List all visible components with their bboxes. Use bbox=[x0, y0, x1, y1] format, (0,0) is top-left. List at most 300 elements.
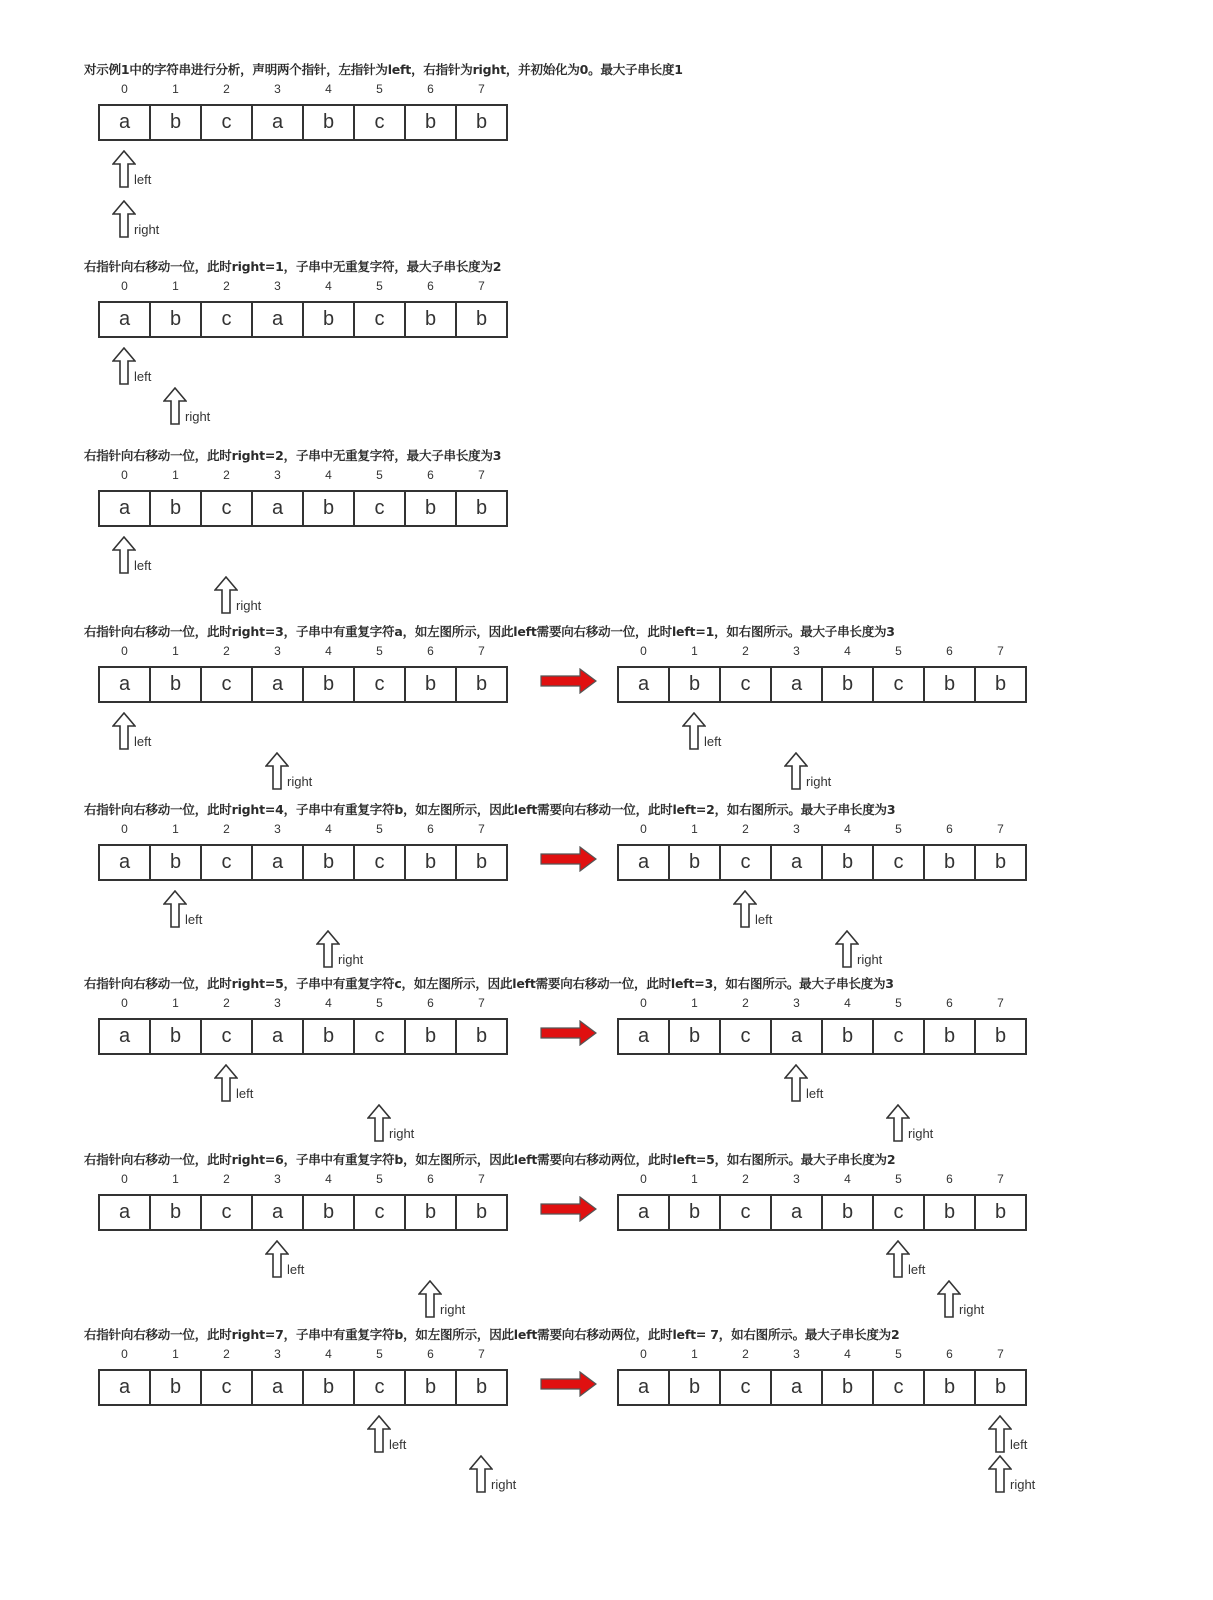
before-index-label: 7 bbox=[478, 1172, 485, 1186]
up-arrow-icon bbox=[682, 712, 706, 750]
array-cell: a bbox=[98, 666, 151, 703]
array-cell: b bbox=[668, 1018, 721, 1055]
before-index-label: 5 bbox=[376, 644, 383, 658]
left-pointer-label: left bbox=[134, 172, 152, 187]
after-index-label: 6 bbox=[946, 1172, 953, 1186]
array-cell: b bbox=[923, 1018, 976, 1055]
after-index-label: 1 bbox=[691, 822, 698, 836]
after-index-label: 1 bbox=[691, 996, 698, 1010]
array-cell: b bbox=[302, 844, 355, 881]
before-index-label: 2 bbox=[223, 644, 230, 658]
after-index-label: 5 bbox=[895, 822, 902, 836]
array-cell: c bbox=[353, 490, 406, 527]
right-pointer-label: right bbox=[389, 1126, 415, 1141]
after-index-label: 5 bbox=[895, 996, 902, 1010]
array-cell: b bbox=[455, 1369, 508, 1406]
array-cell: a bbox=[98, 104, 151, 141]
array-cell: c bbox=[353, 301, 406, 338]
array-cell: c bbox=[719, 1018, 772, 1055]
before-index-label: 6 bbox=[427, 279, 434, 293]
before-index-label: 6 bbox=[427, 1172, 434, 1186]
array-cell: a bbox=[617, 1369, 670, 1406]
array-cell: c bbox=[719, 1369, 772, 1406]
array-cell: a bbox=[251, 490, 304, 527]
step-6 bbox=[0, 974, 1213, 1150]
before-index-label: 2 bbox=[223, 82, 230, 96]
after-index-label: 0 bbox=[640, 1172, 647, 1186]
array-cell: a bbox=[251, 301, 304, 338]
before-index-label: 3 bbox=[274, 644, 281, 658]
before-index-label: 7 bbox=[478, 1347, 485, 1361]
before-index-label: 0 bbox=[121, 1347, 128, 1361]
before-index-label: 0 bbox=[121, 82, 128, 96]
after-index-label: 2 bbox=[742, 644, 749, 658]
array-cell: b bbox=[455, 301, 508, 338]
array-cell: b bbox=[821, 1018, 874, 1055]
after-index-label: 2 bbox=[742, 1172, 749, 1186]
array-cell: c bbox=[872, 844, 925, 881]
before-index-label: 2 bbox=[223, 996, 230, 1010]
before-left-pointer bbox=[112, 712, 172, 752]
before-index-label: 6 bbox=[427, 822, 434, 836]
step-5 bbox=[0, 800, 1213, 974]
before-left-pointer bbox=[112, 347, 172, 387]
left-pointer-label: left bbox=[704, 734, 722, 749]
after-right-pointer bbox=[937, 1280, 997, 1320]
array-cell: b bbox=[974, 1018, 1027, 1055]
array-cell: b bbox=[302, 666, 355, 703]
after-index-label: 4 bbox=[844, 996, 851, 1010]
step-caption: 右指针向右移动一位，此时right=4，子串中有重复字符b，如左图所示，因此left需要向右移动一位，此时left=2，如右图所示。最大子串长度为3 bbox=[84, 802, 896, 817]
step-4 bbox=[0, 622, 1213, 800]
array-cell: a bbox=[770, 1194, 823, 1231]
before-index-label: 1 bbox=[172, 1172, 179, 1186]
array-cell: a bbox=[98, 1369, 151, 1406]
array-cell: b bbox=[302, 1369, 355, 1406]
left-pointer-label: left bbox=[185, 912, 203, 927]
before-index-label: 4 bbox=[325, 279, 332, 293]
after-right-pointer bbox=[886, 1104, 946, 1144]
before-index-label: 5 bbox=[376, 82, 383, 96]
array-cell: c bbox=[200, 301, 253, 338]
array-cell: c bbox=[200, 104, 253, 141]
after-index-label: 5 bbox=[895, 1347, 902, 1361]
before-right-pointer bbox=[112, 200, 172, 240]
after-index-label: 6 bbox=[946, 822, 953, 836]
after-index-label: 3 bbox=[793, 996, 800, 1010]
array-cell: a bbox=[770, 844, 823, 881]
right-pointer-label: right bbox=[491, 1477, 517, 1492]
array-cell: b bbox=[974, 844, 1027, 881]
before-index-label: 2 bbox=[223, 822, 230, 836]
left-pointer-label: left bbox=[1010, 1437, 1028, 1452]
up-arrow-icon bbox=[367, 1415, 391, 1453]
after-index-label: 6 bbox=[946, 996, 953, 1010]
after-index-label: 0 bbox=[640, 822, 647, 836]
before-right-pointer bbox=[214, 576, 274, 616]
step-caption: 右指针向右移动一位，此时right=6，子串中有重复字符b，如左图所示，因此left需要向右移动两位，此时left=5，如右图所示。最大子串长度为2 bbox=[84, 1152, 896, 1167]
array-cell: b bbox=[821, 666, 874, 703]
after-index-label: 1 bbox=[691, 1172, 698, 1186]
after-right-pointer bbox=[835, 930, 895, 970]
before-index-label: 2 bbox=[223, 468, 230, 482]
before-index-label: 5 bbox=[376, 279, 383, 293]
before-index-label: 3 bbox=[274, 468, 281, 482]
step-caption: 右指针向右移动一位，此时right=3，子串中有重复字符a，如左图所示，因此left需要向右移动一位，此时left=1，如右图所示。最大子串长度为3 bbox=[84, 624, 895, 639]
up-arrow-icon bbox=[469, 1455, 493, 1493]
array-cell: c bbox=[200, 666, 253, 703]
up-arrow-icon bbox=[163, 387, 187, 425]
array-cell: b bbox=[404, 301, 457, 338]
step-caption: 右指针向右移动一位，此时right=2，子串中无重复字符，最大子串长度为3 bbox=[84, 448, 502, 463]
up-arrow-icon bbox=[214, 576, 238, 614]
transition-arrow-icon bbox=[540, 668, 598, 698]
after-index-label: 1 bbox=[691, 644, 698, 658]
before-index-label: 5 bbox=[376, 996, 383, 1010]
array-cell: c bbox=[353, 844, 406, 881]
before-index-label: 4 bbox=[325, 1172, 332, 1186]
after-index-label: 4 bbox=[844, 644, 851, 658]
array-cell: c bbox=[872, 1018, 925, 1055]
right-pointer-label: right bbox=[338, 952, 364, 967]
after-index-label: 4 bbox=[844, 822, 851, 836]
after-index-label: 7 bbox=[997, 996, 1004, 1010]
after-right-pointer bbox=[988, 1455, 1048, 1495]
array-cell: b bbox=[821, 844, 874, 881]
before-index-label: 4 bbox=[325, 1347, 332, 1361]
up-arrow-icon bbox=[784, 1064, 808, 1102]
array-cell: c bbox=[353, 666, 406, 703]
array-cell: b bbox=[302, 301, 355, 338]
before-index-label: 4 bbox=[325, 644, 332, 658]
array-cell: a bbox=[617, 844, 670, 881]
after-index-label: 7 bbox=[997, 1172, 1004, 1186]
before-index-label: 0 bbox=[121, 644, 128, 658]
up-arrow-icon bbox=[988, 1415, 1012, 1453]
before-right-pointer bbox=[418, 1280, 478, 1320]
array-cell: b bbox=[302, 1018, 355, 1055]
after-index-label: 3 bbox=[793, 822, 800, 836]
array-cell: b bbox=[974, 1369, 1027, 1406]
right-pointer-label: right bbox=[959, 1302, 985, 1317]
up-arrow-icon bbox=[265, 752, 289, 790]
up-arrow-icon bbox=[112, 200, 136, 238]
array-cell: b bbox=[923, 666, 976, 703]
array-cell: b bbox=[455, 104, 508, 141]
after-index-label: 3 bbox=[793, 1172, 800, 1186]
right-pointer-label: right bbox=[185, 409, 211, 424]
right-pointer-label: right bbox=[908, 1126, 934, 1141]
before-index-label: 2 bbox=[223, 1172, 230, 1186]
before-index-label: 0 bbox=[121, 468, 128, 482]
array-cell: b bbox=[302, 104, 355, 141]
left-pointer-label: left bbox=[806, 1086, 824, 1101]
array-cell: c bbox=[872, 1194, 925, 1231]
step-caption: 对示例1中的字符串进行分析，声明两个指针，左指针为left，右指针为right，并初始化为0。最大子串长度1 bbox=[84, 62, 683, 77]
after-index-label: 7 bbox=[997, 1347, 1004, 1361]
after-right-pointer bbox=[784, 752, 844, 792]
after-index-label: 0 bbox=[640, 996, 647, 1010]
array-cell: b bbox=[149, 301, 202, 338]
after-index-label: 3 bbox=[793, 1347, 800, 1361]
array-cell: b bbox=[149, 666, 202, 703]
left-pointer-label: left bbox=[287, 1262, 305, 1277]
right-pointer-label: right bbox=[857, 952, 883, 967]
array-cell: b bbox=[455, 490, 508, 527]
after-index-label: 3 bbox=[793, 644, 800, 658]
before-index-label: 6 bbox=[427, 82, 434, 96]
before-index-label: 4 bbox=[325, 468, 332, 482]
array-cell: b bbox=[455, 844, 508, 881]
left-pointer-label: left bbox=[389, 1437, 407, 1452]
array-cell: c bbox=[200, 844, 253, 881]
array-cell: b bbox=[821, 1194, 874, 1231]
before-index-label: 1 bbox=[172, 822, 179, 836]
right-pointer-label: right bbox=[134, 222, 160, 237]
up-arrow-icon bbox=[937, 1280, 961, 1318]
before-index-label: 4 bbox=[325, 82, 332, 96]
array-cell: b bbox=[668, 1194, 721, 1231]
array-cell: b bbox=[455, 1194, 508, 1231]
after-index-label: 4 bbox=[844, 1172, 851, 1186]
array-cell: b bbox=[149, 844, 202, 881]
array-cell: c bbox=[353, 104, 406, 141]
before-index-label: 5 bbox=[376, 468, 383, 482]
after-index-label: 7 bbox=[997, 644, 1004, 658]
before-index-label: 1 bbox=[172, 82, 179, 96]
after-index-label: 2 bbox=[742, 822, 749, 836]
before-index-label: 7 bbox=[478, 822, 485, 836]
array-cell: c bbox=[719, 666, 772, 703]
array-cell: a bbox=[251, 1194, 304, 1231]
after-index-label: 2 bbox=[742, 1347, 749, 1361]
before-left-pointer bbox=[112, 150, 172, 190]
array-cell: c bbox=[719, 1194, 772, 1231]
before-index-label: 0 bbox=[121, 822, 128, 836]
up-arrow-icon bbox=[988, 1455, 1012, 1493]
before-index-label: 6 bbox=[427, 644, 434, 658]
array-cell: b bbox=[455, 666, 508, 703]
left-pointer-label: left bbox=[236, 1086, 254, 1101]
after-index-label: 7 bbox=[997, 822, 1004, 836]
after-index-label: 2 bbox=[742, 996, 749, 1010]
before-left-pointer bbox=[112, 536, 172, 576]
array-cell: c bbox=[719, 844, 772, 881]
before-index-label: 7 bbox=[478, 468, 485, 482]
before-index-label: 1 bbox=[172, 996, 179, 1010]
before-index-label: 6 bbox=[427, 1347, 434, 1361]
before-index-label: 1 bbox=[172, 468, 179, 482]
up-arrow-icon bbox=[163, 890, 187, 928]
array-cell: b bbox=[923, 1194, 976, 1231]
right-pointer-label: right bbox=[236, 598, 262, 613]
after-left-pointer bbox=[784, 1064, 844, 1104]
up-arrow-icon bbox=[733, 890, 757, 928]
before-right-pointer bbox=[469, 1455, 529, 1495]
after-index-label: 5 bbox=[895, 644, 902, 658]
before-left-pointer bbox=[163, 890, 223, 930]
before-index-label: 6 bbox=[427, 996, 434, 1010]
up-arrow-icon bbox=[112, 536, 136, 574]
array-cell: a bbox=[98, 301, 151, 338]
step-2 bbox=[0, 257, 1213, 446]
before-index-label: 2 bbox=[223, 1347, 230, 1361]
before-index-label: 4 bbox=[325, 996, 332, 1010]
left-pointer-label: left bbox=[134, 734, 152, 749]
before-left-pointer bbox=[367, 1415, 427, 1455]
array-cell: a bbox=[770, 1018, 823, 1055]
after-index-label: 0 bbox=[640, 1347, 647, 1361]
array-cell: b bbox=[149, 1018, 202, 1055]
array-cell: b bbox=[668, 666, 721, 703]
left-pointer-label: left bbox=[755, 912, 773, 927]
array-cell: a bbox=[251, 1018, 304, 1055]
array-cell: a bbox=[617, 1018, 670, 1055]
after-left-pointer bbox=[733, 890, 793, 930]
array-cell: c bbox=[353, 1369, 406, 1406]
step-1 bbox=[0, 60, 1213, 257]
before-right-pointer bbox=[316, 930, 376, 970]
before-index-label: 0 bbox=[121, 1172, 128, 1186]
before-index-label: 6 bbox=[427, 468, 434, 482]
array-cell: b bbox=[404, 844, 457, 881]
step-3 bbox=[0, 446, 1213, 622]
array-cell: a bbox=[251, 104, 304, 141]
before-index-label: 5 bbox=[376, 1172, 383, 1186]
before-right-pointer bbox=[265, 752, 325, 792]
before-index-label: 0 bbox=[121, 996, 128, 1010]
array-cell: b bbox=[404, 490, 457, 527]
array-cell: b bbox=[923, 844, 976, 881]
before-index-label: 7 bbox=[478, 996, 485, 1010]
before-index-label: 1 bbox=[172, 644, 179, 658]
array-cell: a bbox=[617, 666, 670, 703]
step-caption: 右指针向右移动一位，此时right=1，子串中无重复字符，最大子串长度为2 bbox=[84, 259, 502, 274]
after-index-label: 5 bbox=[895, 1172, 902, 1186]
array-cell: b bbox=[974, 666, 1027, 703]
array-cell: c bbox=[872, 666, 925, 703]
array-cell: c bbox=[872, 1369, 925, 1406]
left-pointer-label: left bbox=[908, 1262, 926, 1277]
before-index-label: 5 bbox=[376, 822, 383, 836]
right-pointer-label: right bbox=[440, 1302, 466, 1317]
up-arrow-icon bbox=[265, 1240, 289, 1278]
array-cell: b bbox=[149, 490, 202, 527]
array-cell: c bbox=[200, 1369, 253, 1406]
array-cell: a bbox=[251, 666, 304, 703]
array-cell: a bbox=[251, 1369, 304, 1406]
after-index-label: 4 bbox=[844, 1347, 851, 1361]
array-cell: b bbox=[923, 1369, 976, 1406]
array-cell: b bbox=[149, 1369, 202, 1406]
up-arrow-icon bbox=[316, 930, 340, 968]
up-arrow-icon bbox=[112, 150, 136, 188]
up-arrow-icon bbox=[418, 1280, 442, 1318]
array-cell: a bbox=[98, 1018, 151, 1055]
step-caption: 右指针向右移动一位，此时right=5，子串中有重复字符c，如左图所示，因此left需要向右移动一位，此时left=3，如右图所示。最大子串长度为3 bbox=[84, 976, 894, 991]
right-pointer-label: right bbox=[806, 774, 832, 789]
array-cell: a bbox=[98, 490, 151, 527]
array-cell: b bbox=[302, 1194, 355, 1231]
before-index-label: 3 bbox=[274, 996, 281, 1010]
array-cell: b bbox=[404, 104, 457, 141]
before-index-label: 3 bbox=[274, 1172, 281, 1186]
array-cell: b bbox=[668, 1369, 721, 1406]
transition-arrow-icon bbox=[540, 1371, 598, 1401]
array-cell: a bbox=[770, 1369, 823, 1406]
array-cell: a bbox=[617, 1194, 670, 1231]
transition-arrow-icon bbox=[540, 846, 598, 876]
up-arrow-icon bbox=[784, 752, 808, 790]
array-cell: a bbox=[251, 844, 304, 881]
before-index-label: 4 bbox=[325, 822, 332, 836]
up-arrow-icon bbox=[214, 1064, 238, 1102]
before-index-label: 1 bbox=[172, 1347, 179, 1361]
before-index-label: 3 bbox=[274, 822, 281, 836]
array-cell: b bbox=[149, 104, 202, 141]
array-cell: a bbox=[98, 1194, 151, 1231]
array-cell: c bbox=[353, 1194, 406, 1231]
left-pointer-label: left bbox=[134, 369, 152, 384]
after-left-pointer bbox=[886, 1240, 946, 1280]
after-index-label: 1 bbox=[691, 1347, 698, 1361]
after-left-pointer bbox=[682, 712, 742, 752]
before-index-label: 3 bbox=[274, 279, 281, 293]
up-arrow-icon bbox=[886, 1104, 910, 1142]
array-cell: b bbox=[404, 666, 457, 703]
transition-arrow-icon bbox=[540, 1020, 598, 1050]
array-cell: c bbox=[200, 1018, 253, 1055]
after-index-label: 6 bbox=[946, 1347, 953, 1361]
after-left-pointer bbox=[988, 1415, 1048, 1455]
array-cell: b bbox=[668, 844, 721, 881]
right-pointer-label: right bbox=[1010, 1477, 1036, 1492]
array-cell: b bbox=[302, 490, 355, 527]
array-cell: a bbox=[98, 844, 151, 881]
array-cell: b bbox=[974, 1194, 1027, 1231]
before-index-label: 5 bbox=[376, 1347, 383, 1361]
right-pointer-label: right bbox=[287, 774, 313, 789]
before-left-pointer bbox=[214, 1064, 274, 1104]
before-right-pointer bbox=[163, 387, 223, 427]
array-cell: b bbox=[149, 1194, 202, 1231]
before-index-label: 7 bbox=[478, 82, 485, 96]
step-caption: 右指针向右移动一位，此时right=7，子串中有重复字符b，如左图所示，因此left需要向右移动两位，此时left= 7，如右图所示。最大子串长度为2 bbox=[84, 1327, 900, 1342]
step-8 bbox=[0, 1325, 1213, 1500]
array-cell: b bbox=[404, 1018, 457, 1055]
transition-arrow-icon bbox=[540, 1196, 598, 1226]
before-left-pointer bbox=[265, 1240, 325, 1280]
array-cell: a bbox=[770, 666, 823, 703]
before-index-label: 1 bbox=[172, 279, 179, 293]
array-cell: b bbox=[821, 1369, 874, 1406]
before-index-label: 0 bbox=[121, 279, 128, 293]
array-cell: b bbox=[455, 1018, 508, 1055]
before-index-label: 3 bbox=[274, 1347, 281, 1361]
up-arrow-icon bbox=[835, 930, 859, 968]
array-cell: b bbox=[404, 1194, 457, 1231]
array-cell: c bbox=[200, 490, 253, 527]
before-index-label: 3 bbox=[274, 82, 281, 96]
up-arrow-icon bbox=[886, 1240, 910, 1278]
before-index-label: 2 bbox=[223, 279, 230, 293]
array-cell: b bbox=[404, 1369, 457, 1406]
up-arrow-icon bbox=[112, 712, 136, 750]
before-index-label: 7 bbox=[478, 644, 485, 658]
before-index-label: 7 bbox=[478, 279, 485, 293]
up-arrow-icon bbox=[112, 347, 136, 385]
up-arrow-icon bbox=[367, 1104, 391, 1142]
